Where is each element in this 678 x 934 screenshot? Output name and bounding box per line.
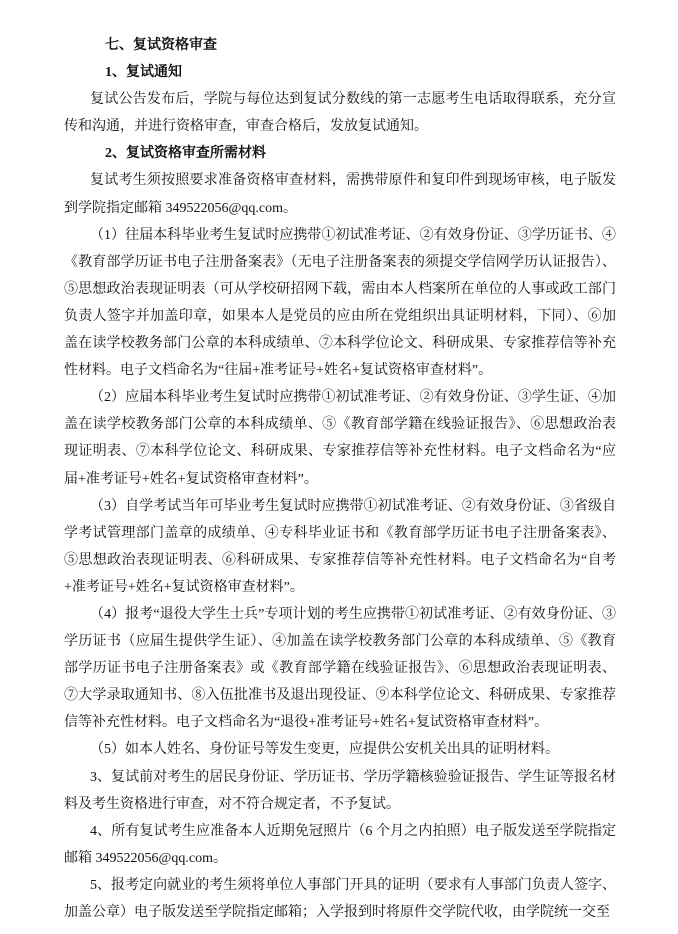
paragraph-item-1-previous-graduates: （1）往届本科毕业考生复试时应携带①初试准考证、②有效身份证、③学历证书、④《教育部学历证书电子注册备案表》（无电子注册备案表的须提交学信网学历认证报告）、⑤思想政治表现证明表（可从学校研招网下载，需由本人档案所在单位的人事或政工部门负责人签字并加盖印章，如果本人是党员的应由所在党组织出具证明材料，下同）、⑥加盖在读学校教务部门公章的本科成绩单、⑦本科学位论文、科研成果、专家推荐信等补充性材料。电子文档命名为“往届+准考证号+姓名+复试资格审查材料”。: [64, 227, 616, 379]
paragraph-rule-5-directed-employment: 5、报考定向就业的考生须将单位人事部门开具的证明（要求有人事部门负责人签字、加盖公章）电子版发送至学院指定邮箱；入学报到时将原件交学院代收，由学院统一交至: [64, 877, 616, 920]
paragraph-item-4-veteran-plan: （4）报考“退役大学生士兵”专项计划的考生应携带①初试准考证、②有效身份证、③学历证书（应届生提供学生证）、④加盖在读学校教务部门公章的本科成绩单、⑤《教育部学历证书电子注册备案表》或《教育部学籍在线验证报告》、⑥思想政治表现证明表、⑦大学录取通知书、⑧入伍批准书及退出现役证、⑨本科学位论文、科研成果、专家推荐信等补充性材料。电子文档命名为“退役+准考证号+姓名+复试资格审查材料”。: [64, 606, 616, 731]
paragraph-materials-intro: 复试考生须按照要求准备资格审查材料，需携带原件和复印件到现场审核，电子版发到学院指定邮箱 349522056@qq.com。: [64, 173, 616, 216]
paragraph-rule-3-verification: 3、复试前对考生的居民身份证、学历证书、学历学籍核验验证报告、学生证等报名材料及考生资格进行审查，对不符合规定者，不予复试。: [64, 769, 616, 812]
paragraph-item-2-current-graduates: （2）应届本科毕业考生复试时应携带①初试准考证、②有效身份证、③学生证、④加盖在读学校教务部门公章的本科成绩单、⑤《教育部学籍在线验证报告》、⑥思想政治表现证明表、⑦本科学位论文、科研成果、专家推荐信等补充性材料。电子文档命名为“应届+准考证号+姓名+复试资格审查材料”。: [64, 390, 616, 487]
paragraph-rule-4-photo: 4、所有复试考生应准备本人近期免冠照片（6 个月之内拍照）电子版发送至学院指定邮箱 349522056@qq.com。: [64, 823, 616, 866]
subheading-materials: 2、复试资格审查所需材料: [105, 146, 266, 162]
paragraph-item-5-name-change: （5）如本人姓名、身份证号等发生变更，应提供公安机关出具的证明材料。: [90, 742, 559, 758]
paragraph-item-3-self-study: （3）自学考试当年可毕业考生复试时应携带①初试准考证、②有效身份证、③省级自学考试管理部门盖章的成绩单、④专科毕业证书和《教育部学历证书电子注册备案表》、⑤思想政治表现证明表、⑥科研成果、专家推荐信等补充性材料。电子文档命名为“自考+准考证号+姓名+复试资格审查材料”。: [64, 498, 616, 595]
subheading-notice: 1、复试通知: [105, 65, 182, 81]
paragraph-notice-detail: 复试公告发布后，学院与每位达到复试分数线的第一志愿考生电话取得联系，充分宣传和沟通，并进行资格审查，审查合格后，发放复试通知。: [64, 92, 616, 135]
section-heading-review: 七、复试资格审查: [105, 38, 217, 53]
